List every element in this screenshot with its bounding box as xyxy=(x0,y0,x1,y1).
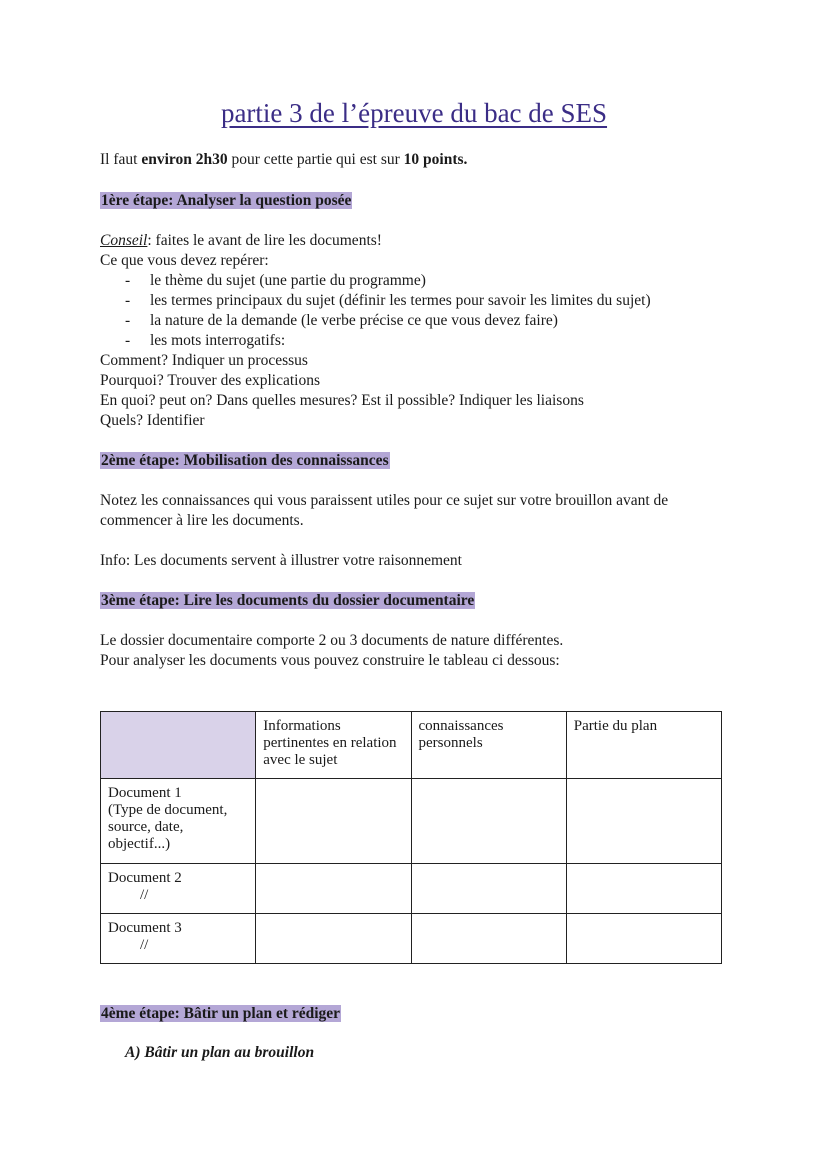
row-label xyxy=(101,779,256,864)
step1-heading: 1ère étape: Analyser la question posée xyxy=(101,192,352,209)
step2-info: Info: Les documents servent à illustrer votre raisonnement xyxy=(100,552,462,569)
row-title: Document 2 xyxy=(108,870,182,886)
step2-para: Notez les connaissances qui vous paraissent utiles pour ce sujet sur votre brouillon avant de commencer à lire les documents. xyxy=(100,492,669,529)
table-cell xyxy=(411,864,566,914)
intro-points: 10 points. xyxy=(403,151,468,168)
question-line: En quoi? peut on? Dans quelles mesures? Est il possible? Indiquer les liaisons xyxy=(100,392,584,409)
row-sub: (Type de document, source, date, objectif...) xyxy=(108,802,228,852)
row-title: Document 3 xyxy=(108,920,182,936)
list-item: - les termes principaux du sujet (définir les termes pour savoir les limites du sujet) xyxy=(100,291,651,311)
question-line: Pourquoi? Trouver des explications xyxy=(100,372,320,389)
conseil-text: : faites le avant de lire les documents! xyxy=(147,232,382,249)
table-cell xyxy=(411,779,566,864)
table-row xyxy=(101,779,722,864)
question-line: Comment? Indiquer un processus xyxy=(100,352,308,369)
row-sub: // xyxy=(140,887,149,903)
table-corner-cell xyxy=(101,712,256,779)
step4-heading: 4ème étape: Bâtir un plan et rédiger xyxy=(101,1005,341,1022)
step1-bullets xyxy=(100,271,651,351)
table-row xyxy=(101,914,722,964)
row-label xyxy=(101,914,256,964)
table-header-row xyxy=(101,712,722,779)
step3-line1: Le dossier documentaire comporte 2 ou 3 documents de nature différentes. xyxy=(100,632,564,649)
list-item: - la nature de la demande (le verbe précise ce que vous devez faire) xyxy=(100,311,651,331)
table-header: Informations pertinentes en relation avec le sujet xyxy=(256,712,411,779)
step1-body xyxy=(100,231,651,431)
row-sub: // xyxy=(140,937,149,953)
step1-lead: Ce que vous devez repérer: xyxy=(100,252,269,269)
step4-subheading: A) Bâtir un plan au brouillon xyxy=(125,1044,315,1061)
table-row xyxy=(101,864,722,914)
intro-text: pour cette partie qui est sur xyxy=(227,151,404,168)
intro-duration: environ 2h30 xyxy=(141,151,228,168)
table-cell xyxy=(566,864,721,914)
table-cell xyxy=(256,914,411,964)
table-cell xyxy=(566,914,721,964)
row-label xyxy=(101,864,256,914)
step3-line2: Pour analyser les documents vous pouvez construire le tableau ci dessous: xyxy=(100,652,560,669)
table-cell xyxy=(411,914,566,964)
question-line: Quels? Identifier xyxy=(100,412,205,429)
table-header: Partie du plan xyxy=(566,712,721,779)
intro xyxy=(100,150,467,170)
table-cell xyxy=(256,864,411,914)
list-item: - les mots interrogatifs: xyxy=(100,331,651,351)
page-title: partie 3 de l’épreuve du bac de SES xyxy=(220,98,608,128)
step2-heading: 2ème étape: Mobilisation des connaissances xyxy=(101,452,389,469)
list-item: - le thème du sujet (une partie du programme) xyxy=(100,271,651,291)
table-header: connaissances personnels xyxy=(411,712,566,779)
document-analysis-table xyxy=(100,711,722,964)
step3-heading: 3ème étape: Lire les documents du dossier documentaire xyxy=(101,592,475,609)
conseil-label: Conseil xyxy=(100,232,148,249)
table-cell xyxy=(566,779,721,864)
table-cell xyxy=(256,779,411,864)
intro-text: Il faut xyxy=(100,151,142,168)
row-title: Document 1 xyxy=(108,785,182,801)
